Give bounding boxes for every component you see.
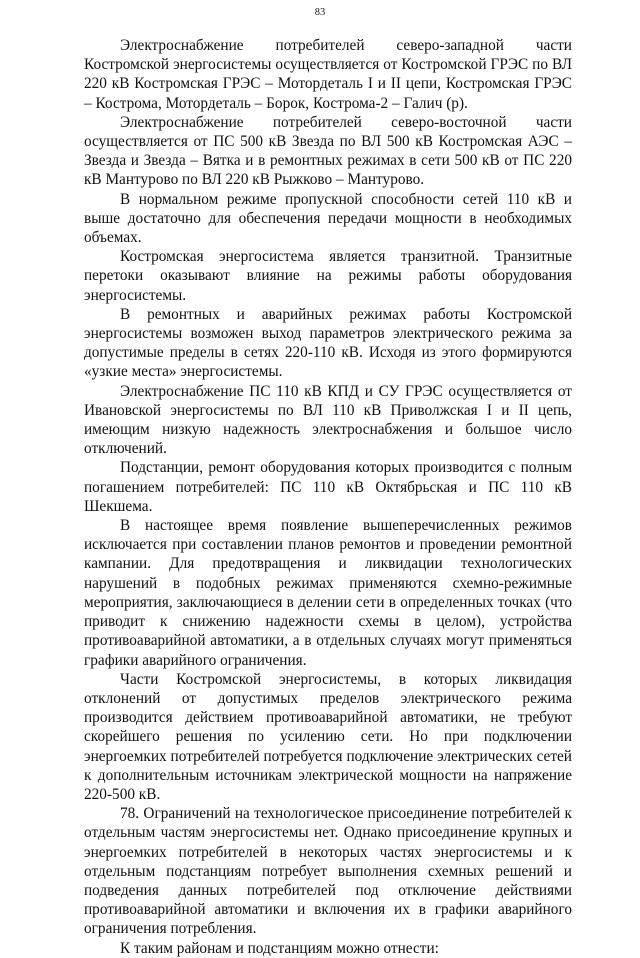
page-number: 83	[314, 7, 326, 18]
paragraph-repair-modes: В ремонтных и аварийных режимах работы Костромской энергосистемы возможен выход параметров электрического режима за допустимые пределы в сетях 220-110 кВ. Исходя из этого формируются «узкие места» энергосистемы.	[84, 305, 572, 381]
paragraph-kpd-supply: Электроснабжение ПС 110 кВ КПД и СУ ГРЭС осуществляется от Ивановской энергосистемы по ВЛ 110 кВ Приволжская I и II цепь, имеющим низкую надежность электроснабжения и большое число отключений.	[84, 382, 572, 458]
document-body	[84, 36, 572, 958]
paragraph-areas-list-intro: К таким районам и подстанциям можно отнести:	[120, 939, 439, 957]
paragraph-transit: Костромская энергосистема является транзитной. Транзитные перетоки оказывают влияние на режимы работы оборудования энергосистемы.	[84, 248, 572, 304]
paragraph-current-measures: В настоящее время появление вышеперечисленных режимов исключается при составлении планов ремонтов и проведении ремонтной кампании. Для предотвращения и ликвидации технологических нарушений в подобных режимах применяются схемно-режимные мероприятия, заключающиеся в делении сети в определенных точках (что приводит к снижению надежности схемы в целом), устройства противоаварийной автоматики, а в отдельных случаях могут применяться графики аварийного ограничения.	[84, 517, 572, 669]
paragraph-northeast-supply: Электроснабжение потребителей северо-восточной части осуществляется от ПС 500 кВ Звезда по ВЛ 500 кВ Костромская АЭС – Звезда и Звезда – Вятка и в ремонтных режимах в сети 500 кВ от ПС 220 кВ Мантурово по ВЛ 220 кВ Рыжково – Мантурово.	[84, 113, 572, 189]
paragraph-northwest-supply: Электроснабжение потребителей северо-западной части Костромской энергосистемы осуществляется от Костромской ГРЭС по ВЛ 220 кВ Костромская ГРЭС – Мотордеталь I и II цепи, Костромская ГРЭС – Кострома, Мотордеталь – Борок, Кострома-2 – Галич (р).	[84, 37, 572, 112]
paragraph-automation-parts: Части Костромской энергосистемы, в которых ликвидация отклонений от допустимых пределов электрического режима производится действием противоаварийной автоматики, не требуют скорейшего решения по усилению сети. Но при подключении энергоемких потребителей потребуется подключение электрических сетей к дополнительным источникам электрической мощности на напряжение 220-500 кВ.	[84, 670, 572, 803]
paragraph-normal-mode: В нормальном режиме пропускной способности сетей 110 кВ и выше достаточно для обеспечения передачи мощности в необходимых объемах.	[84, 190, 572, 247]
paragraph-substations-outage: Подстанции, ремонт оборудования которых производится с полным погашением потребителей: ПС 110 кВ Октябрьская и ПС 110 кВ Шекшема.	[84, 459, 572, 515]
paragraph-item-78: 78. Ограничений на технологическое присоединение потребителей к отдельным частям энергосистемы нет. Однако присоединение крупных и энергоемких потребителей в некоторых частях энергосистемы и к отдельным подстанциям потребует выполнения схемных решений и подведения данных потребителей под отключение действиями противоаварийной автоматики и включения их в графики аварийного ограничения потребления.	[84, 805, 572, 938]
